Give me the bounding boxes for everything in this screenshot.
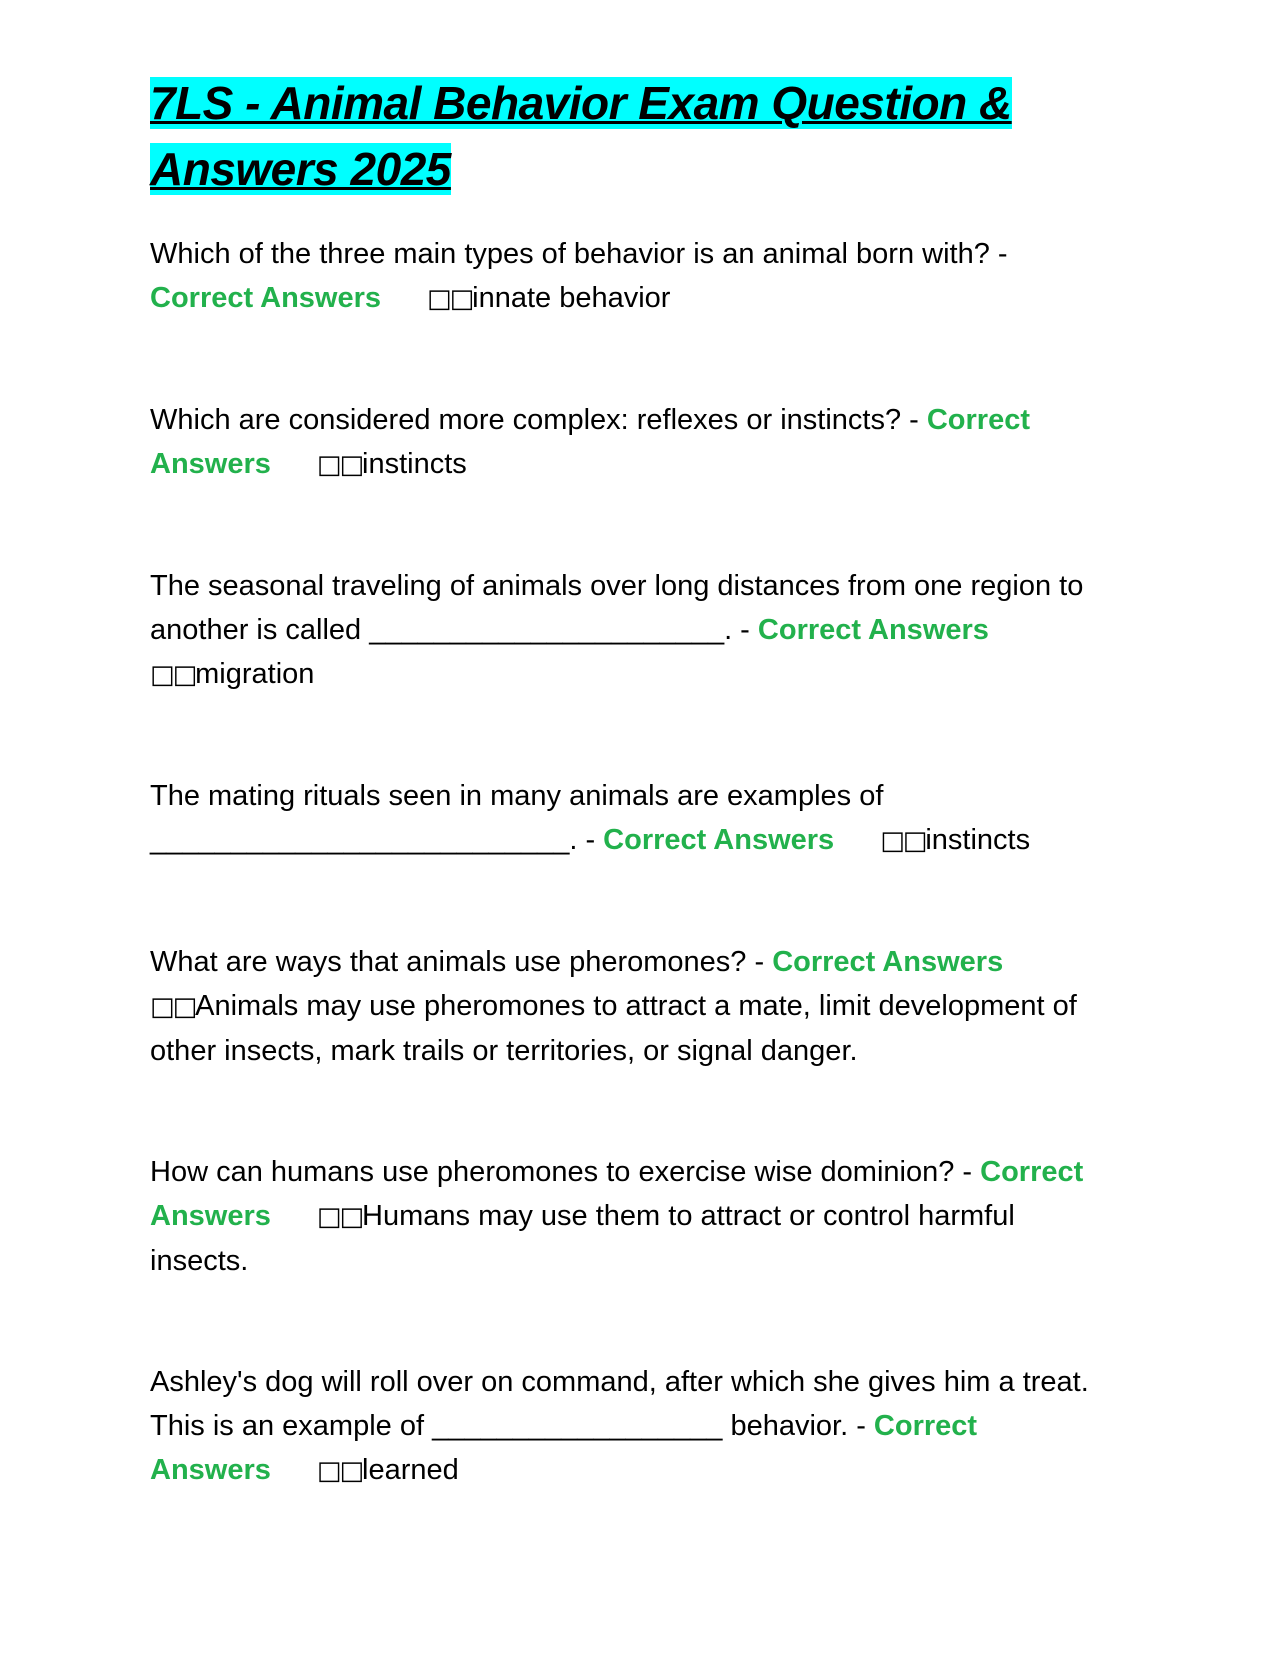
correct-answers-label: Correct Answers: [150, 1410, 978, 1486]
question-text: What are ways that animals use pheromones? -: [150, 946, 773, 978]
qa-item-3: [150, 564, 1130, 697]
title-line-1: 7LS - Animal Behavior Exam Question &: [150, 77, 1012, 129]
qa-item-7: [150, 1360, 1130, 1493]
answer-marker-glyph: □□: [316, 1456, 363, 1486]
answer-text: learned: [362, 1454, 459, 1486]
question-text: Ashley's dog will roll over on command, after which she gives him a treat. This is an example of __________________ behavior. -: [150, 1366, 1089, 1442]
answer-marker-glyph: □□: [150, 992, 196, 1022]
qa-item-6: [150, 1150, 1130, 1283]
question-text: Which of the three main types of behavior is an animal born with? -: [150, 238, 1008, 270]
answer-text: Animals may use pheromones to attract a mate, limit development of other insects, mark trails or territories, or signal danger.: [150, 990, 1077, 1067]
correct-answers-label: Correct Answers: [150, 1156, 1084, 1232]
answer-text: Humans may use them to attract or control harmful insects.: [150, 1200, 1015, 1277]
correct-answers-label: Correct Answers: [757, 614, 989, 646]
document-title: [150, 70, 1130, 202]
question-text: The mating rituals seen in many animals are examples of __________________________. -: [150, 780, 884, 856]
question-text: The seasonal traveling of animals over long distances from one region to another is called ______________________. -: [150, 570, 1084, 646]
question-text: How can humans use pheromones to exercise wise dominion? -: [150, 1156, 981, 1188]
answer-marker-glyph: □□: [316, 1202, 363, 1232]
qa-item-2: [150, 398, 1130, 487]
correct-answers-label: Correct Answers: [772, 946, 1004, 978]
qa-item-1: [150, 232, 1130, 321]
answer-text: instincts: [362, 448, 467, 480]
correct-answers-label: Correct Answers: [150, 282, 382, 314]
correct-answers-label: Correct Answers: [150, 404, 1031, 480]
answer-marker-glyph: □□: [150, 660, 196, 690]
answer-text: instincts: [925, 824, 1031, 856]
answer-marker-glyph: □□: [316, 450, 363, 480]
question-text: Which are considered more complex: reflexes or instincts? -: [150, 404, 927, 436]
answer-text: innate behavior: [472, 282, 671, 314]
title-line-2: Answers 2025: [150, 143, 451, 195]
correct-answers-label: Correct Answers: [603, 824, 835, 856]
answer-marker-glyph: □□: [880, 826, 926, 856]
answer-marker-glyph: □□: [427, 284, 473, 314]
answer-text: migration: [195, 658, 315, 690]
qa-item-5: [150, 940, 1130, 1073]
qa-item-4: [150, 774, 1130, 863]
